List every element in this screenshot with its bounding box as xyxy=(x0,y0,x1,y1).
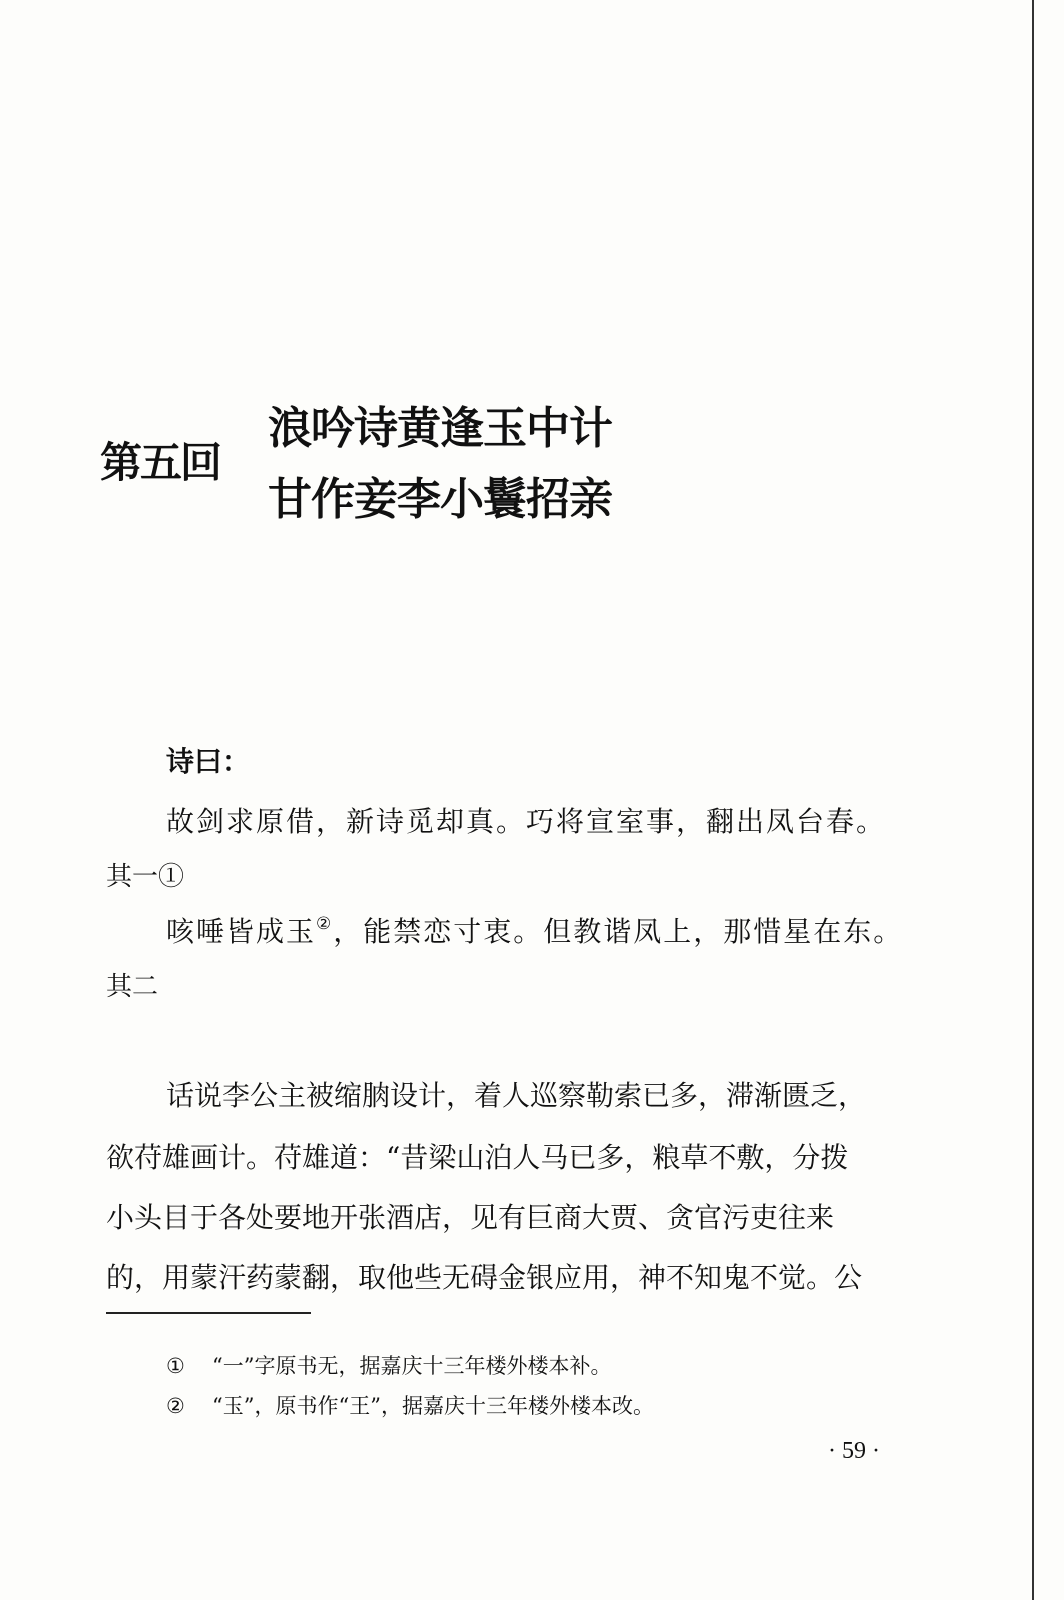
footnote-2-mark: ② xyxy=(166,1394,185,1418)
page-number: · 59 · xyxy=(828,1438,880,1464)
poem-verse-2-part-b: ，能禁恋寸衷。但教谐凤上，那惜星在东。 xyxy=(333,915,904,948)
footnote-1-text: “一”字原书无，据嘉庆十三年楼外楼本补。 xyxy=(212,1354,612,1378)
poem-verse-2 xyxy=(166,910,903,950)
footnote-2 xyxy=(166,1390,654,1420)
poem-verse-2-part-a: 咳唾皆成玉 xyxy=(166,915,317,948)
footnote-1 xyxy=(166,1350,611,1380)
prose-line-1: 话说李公主被缩朒设计，着人巡察勒索已多，滞渐匮乏， xyxy=(166,1079,867,1112)
prose-line-3: 小头目于各处要地开张酒店，见有巨商大贾、贪官污吏往来 xyxy=(106,1201,835,1234)
footnote-divider xyxy=(106,1312,311,1314)
poem-marker-1-text: 其一 xyxy=(106,862,159,892)
prose-line-2: 欲苻雄画计。苻雄道：“昔梁山泊人马已多，粮草不敷，分拨 xyxy=(106,1141,849,1174)
poem-heading: 诗曰： xyxy=(166,745,251,778)
footnote-ref-2: ② xyxy=(316,914,334,934)
poem-verse-1: 故剑求原借，新诗觅却真。巧将宣室事，翻出凤台春。 xyxy=(166,805,887,838)
poem-marker-1 xyxy=(106,856,184,893)
footnote-2-text: “玉”，原书作“王”，据嘉庆十三年楼外楼本改。 xyxy=(212,1394,654,1418)
page-edge-shadow xyxy=(1032,0,1034,1600)
chapter-title-line-1: 浪吟诗黄逢玉中计 xyxy=(268,403,612,454)
poem-marker-2: 其二 xyxy=(106,972,159,1002)
chapter-label: 第五回 xyxy=(100,438,221,487)
footnote-ref-1: ① xyxy=(158,862,185,892)
footnote-1-mark: ① xyxy=(166,1354,185,1378)
prose-line-4: 的，用蒙汗药蒙翻，取他些无碍金银应用，神不知鬼不觉。公 xyxy=(106,1261,863,1294)
chapter-title-line-2: 甘作妾李小鬟招亲 xyxy=(268,474,612,525)
